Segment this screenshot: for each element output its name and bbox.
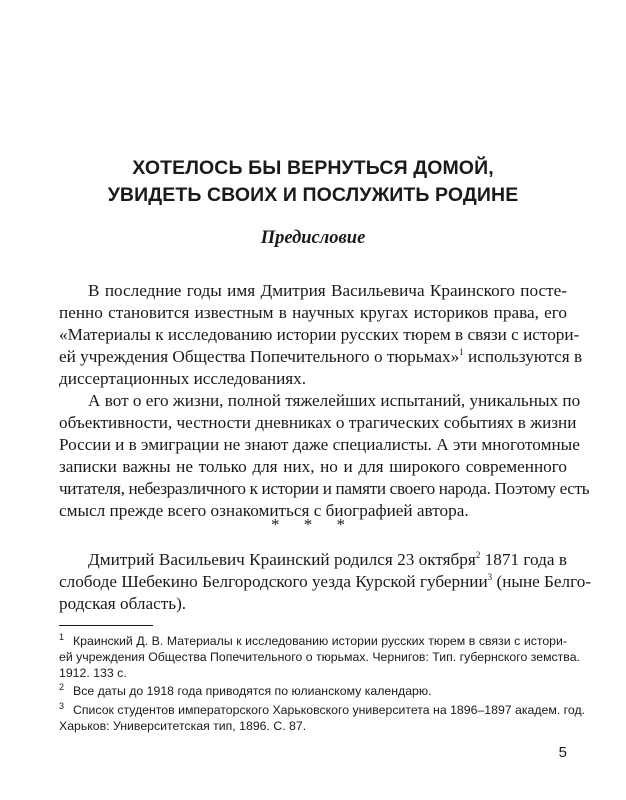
footnote-line: Харьков: Университетская тип, 1896. С. 87. — [59, 719, 307, 733]
paragraph-line — [59, 571, 592, 593]
footnote-reference-2[interactable]: 2 — [475, 550, 481, 560]
chapter-title-line-1: ХОТЕЛОСЬ БЫ ВЕРНУТЬСЯ ДОМОЙ, — [132, 157, 494, 179]
footnote-divider — [59, 625, 153, 626]
paragraph-line: А вот о его жизни, полной тяжелейших испытаний, уникальных по — [88, 391, 581, 410]
footnote-line: ей учреждения Общества Попечительного о тюрьмах. Чернигов: Тип. губернского земства. — [59, 650, 580, 664]
paragraph-text: используются в — [463, 347, 583, 366]
footnote-line: 1912. 133 с. — [59, 666, 127, 680]
chapter-subtitle: Предисловие — [260, 228, 366, 248]
paragraph-line: записки важны не только для них, но и для широкого современного — [59, 457, 567, 476]
section-separator: * * * — [271, 515, 355, 534]
paragraph-line: смысл прежде всего ознакомиться с биографией автора. — [59, 501, 469, 520]
paragraph-line: пенно становится известным в научных кругах историков права, его — [59, 303, 567, 322]
paragraph-line: «Материалы к исследованию истории русских тюрем в связи с истори- — [59, 325, 580, 344]
footnote-text: Краинский Д. В. Материалы к исследованию истории русских тюрем в связи с истори- — [73, 634, 567, 648]
footnote-text: Список студентов императорского Харьковского университета на 1896–1897 академ. год. — [73, 703, 586, 717]
paragraph-text: (ныне Белго- — [492, 572, 592, 591]
page-number: 5 — [558, 744, 567, 761]
footnote-reference-3[interactable]: 3 — [487, 572, 493, 582]
paragraph-line: читателя, небезразличного к истории и памяти своего народа. Поэтому есть — [59, 479, 590, 498]
footnote-reference-1[interactable]: 1 — [459, 347, 464, 357]
paragraph-line — [88, 549, 567, 571]
paragraph-line: В последние годы имя Дмитрия Васильевича Краинского посте- — [88, 281, 567, 300]
footnote-text: Все даты до 1918 года приводятся по юлианскому календарю. — [73, 684, 432, 698]
paragraph-text: ей учреждения Общества Попечительного о тюрьмах» — [59, 347, 460, 366]
paragraph-line: родская область). — [59, 594, 187, 613]
paragraph-text: слободе Шебекино Белгородского уезда Курской губернии — [59, 572, 488, 591]
footnote-2: 2 Все даты до 1918 года приводятся по юлианскому календарю. — [59, 682, 432, 698]
paragraph-line: диссертационных исследованиях. — [59, 369, 307, 388]
paragraph-line: объективности, честности дневниках о трагических событиях в жизни — [59, 413, 577, 432]
footnote-3: 3 Список студентов императорского Харьковского университета на 1896–1897 академ. год. — [59, 701, 586, 717]
paragraph-line: России и в эмиграции не знают даже специалисты. А эти многотомные — [59, 435, 580, 454]
paragraph-line — [59, 346, 583, 368]
chapter-title-line-2: УВИДЕТЬ СВОИХ И ПОСЛУЖИТЬ РОДИНЕ — [107, 184, 519, 206]
footnote-1: 1 Краинский Д. В. Материалы к исследованию истории русских тюрем в связи с истори- — [59, 632, 567, 648]
paragraph-text: 1871 года в — [480, 550, 567, 569]
paragraph-text: Дмитрий Васильевич Краинский родился 23 октября — [88, 550, 476, 569]
